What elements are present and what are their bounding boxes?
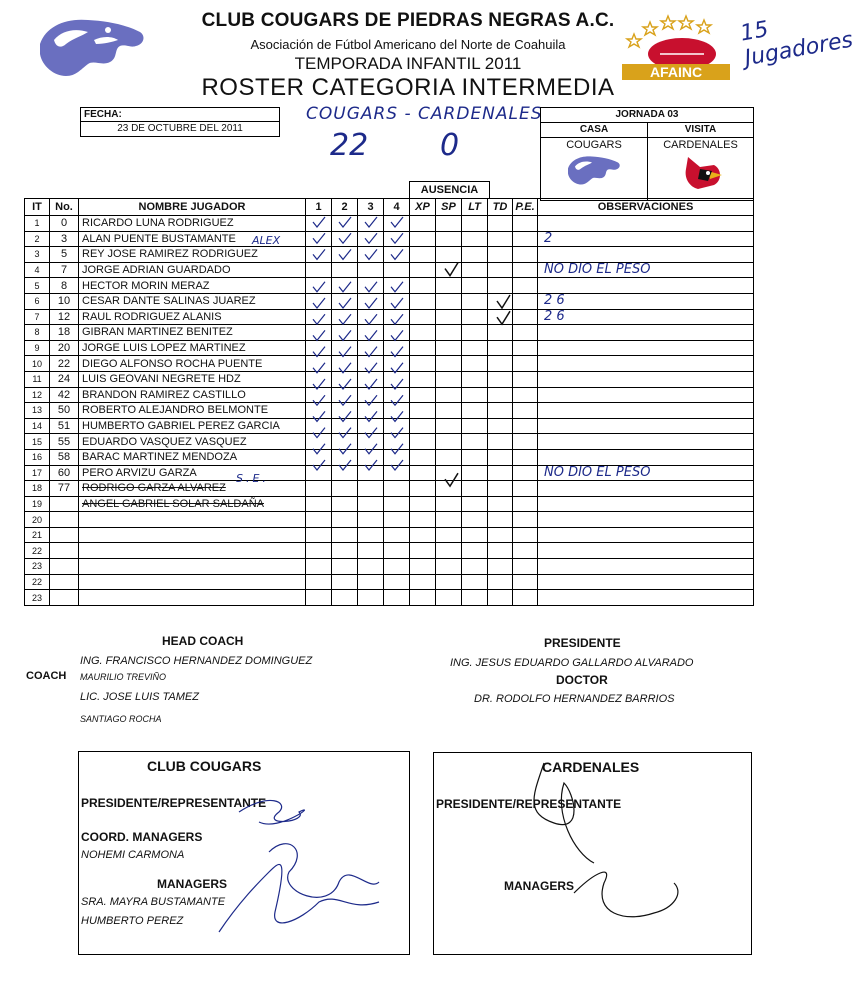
row-player-name: BRANDON RAMIREZ CASTILLO <box>79 387 306 403</box>
check-mark <box>365 249 377 259</box>
check-mark <box>313 444 325 454</box>
check-mark <box>313 460 325 470</box>
header-q1: 1 <box>306 199 332 216</box>
absence-check-mark <box>497 311 510 324</box>
check-mark <box>339 330 351 340</box>
row-player-name: LUIS GEOVANI NEGRETE HDZ <box>79 371 306 387</box>
doctor-label: DOCTOR <box>556 673 608 687</box>
row-it: 23 <box>25 590 50 606</box>
row-number: 7 <box>50 262 79 278</box>
check-mark <box>365 363 377 373</box>
cardenales-signature-box <box>433 752 752 955</box>
home-team: COUGARS <box>566 139 622 151</box>
check-mark <box>365 282 377 292</box>
row-observaciones: 2 6 <box>538 309 754 325</box>
row-it: 16 <box>25 449 50 465</box>
row-number: 60 <box>50 465 79 481</box>
header-no: No. <box>50 199 79 216</box>
check-mark <box>313 411 325 421</box>
check-mark <box>391 282 403 292</box>
presidente-name: ING. JESUS EDUARDO GALLARDO ALVARADO <box>450 657 694 669</box>
check-mark <box>313 428 325 438</box>
row-number: 8 <box>50 278 79 294</box>
row-it: 18 <box>25 481 50 497</box>
absence-check-mark <box>445 473 458 486</box>
check-mark <box>313 282 325 292</box>
row-number: 50 <box>50 403 79 419</box>
header-obs: OBSERVACIONES <box>538 199 754 216</box>
row-it: 20 <box>25 512 50 528</box>
check-mark <box>391 217 403 227</box>
check-mark <box>313 233 325 243</box>
check-mark <box>313 314 325 324</box>
row-number: 3 <box>50 231 79 247</box>
season-title: TEMPORADA INFANTIL 2011 <box>294 54 522 73</box>
row-number: 18 <box>50 325 79 341</box>
check-mark <box>365 314 377 324</box>
row-it: 17 <box>25 465 50 481</box>
row-number: 77 <box>50 481 79 497</box>
check-mark <box>313 249 325 259</box>
row-it: 22 <box>25 543 50 559</box>
coach-name-1: MAURILIO TREVIÑO <box>80 672 167 682</box>
check-mark <box>313 330 325 340</box>
check-mark <box>313 379 325 389</box>
check-mark <box>339 379 351 389</box>
check-mark <box>313 363 325 373</box>
check-mark <box>313 217 325 227</box>
header-sp: SP <box>436 199 462 216</box>
absence-check-mark <box>497 295 510 308</box>
row-number: 24 <box>50 371 79 387</box>
row-it: 10 <box>25 356 50 372</box>
check-mark <box>365 298 377 308</box>
row-number: 20 <box>50 340 79 356</box>
cougars-sig-title: CLUB COUGARS <box>147 758 262 774</box>
header-q4: 4 <box>384 199 410 216</box>
check-mark <box>391 233 403 243</box>
header-q3: 3 <box>358 199 384 216</box>
check-mark <box>365 395 377 405</box>
row-it: 7 <box>25 309 50 325</box>
row-player-name: ROBERTO ALEJANDRO BELMONTE <box>79 403 306 419</box>
header-name: NOMBRE JUGADOR <box>79 199 306 216</box>
row-player-name: BARAC MARTINEZ MENDOZA <box>79 449 306 465</box>
row-number: 51 <box>50 418 79 434</box>
check-mark <box>339 460 351 470</box>
check-mark <box>339 249 351 259</box>
row-player-name: GIBRAN MARTINEZ BENITEZ <box>79 325 306 341</box>
cougars-presidente-label: PRESIDENTE/REPRESENTANTE <box>81 796 267 810</box>
header-lt: LT <box>462 199 488 216</box>
handwritten-player-count: 15 Jugadores <box>738 17 855 72</box>
header-it: IT <box>25 199 50 216</box>
row-it: 11 <box>25 371 50 387</box>
cougars-signature-box <box>78 751 410 955</box>
check-mark <box>365 444 377 454</box>
check-mark <box>339 233 351 243</box>
check-mark <box>365 347 377 357</box>
cardenales-signatures-ink <box>474 723 734 953</box>
coach-name-2: LIC. JOSE LUIS TAMEZ <box>80 691 199 703</box>
row-number: 5 <box>50 247 79 263</box>
row-number: 12 <box>50 309 79 325</box>
cougars-managers-label: MANAGERS <box>157 877 228 891</box>
cougars-manager-2: HUMBERTO PEREZ <box>81 915 184 927</box>
row-it: 8 <box>25 325 50 341</box>
row-player-name: DIEGO ALFONSO ROCHA PUENTE <box>79 356 306 372</box>
head-coach-label: HEAD COACH <box>162 634 244 648</box>
row-player-name: ALAN PUENTE BUSTAMANTE <box>79 231 306 247</box>
check-mark <box>339 217 351 227</box>
row-it: 23 <box>25 559 50 575</box>
jornada-label: JORNADA 03 <box>541 108 753 123</box>
visita-label: VISITA <box>648 123 753 138</box>
cardenales-managers-label: MANAGERS <box>504 879 575 893</box>
row-player-name: PERO ARVIZU GARZA <box>79 465 306 481</box>
check-mark <box>391 314 403 324</box>
check-mark <box>339 395 351 405</box>
matchup-handwritten: COUGARS - CARDENALES <box>306 104 543 124</box>
row-observaciones: 2 6 <box>538 293 754 309</box>
ausencia-header: AUSENCIA <box>409 181 490 199</box>
check-mark <box>391 444 403 454</box>
row-it: 21 <box>25 527 50 543</box>
head-coach-name: ING. FRANCISCO HERNANDEZ DOMINGUEZ <box>80 655 313 667</box>
date-label: FECHA: <box>81 108 279 122</box>
row-it: 6 <box>25 293 50 309</box>
row-it: 15 <box>25 434 50 450</box>
row-number: 55 <box>50 434 79 450</box>
check-mark <box>339 314 351 324</box>
row-it: 9 <box>25 340 50 356</box>
check-mark <box>391 428 403 438</box>
absence-check-mark <box>445 263 458 276</box>
score-away: 0 <box>440 128 460 163</box>
cougars-coord-label: COORD. MANAGERS <box>81 830 203 844</box>
row-player-name: CESAR DANTE SALINAS JUAREZ <box>79 293 306 309</box>
check-mark <box>391 363 403 373</box>
row-number: 42 <box>50 387 79 403</box>
roster-title: ROSTER CATEGORIA INTERMEDIA <box>201 74 615 101</box>
check-mark <box>391 460 403 470</box>
check-mark <box>365 460 377 470</box>
row-it: 1 <box>25 216 50 232</box>
check-mark <box>313 298 325 308</box>
row-number: 10 <box>50 293 79 309</box>
row-number: 58 <box>50 449 79 465</box>
row-observaciones: NO DIO EL PESO <box>538 465 754 481</box>
row-it: 22 <box>25 574 50 590</box>
check-mark <box>339 428 351 438</box>
doctor-name: DR. RODOLFO HERNANDEZ BARRIOS <box>474 693 675 705</box>
cougars-manager-1: SRA. MAYRA BUSTAMANTE <box>81 896 226 908</box>
check-mark <box>365 330 377 340</box>
row-observaciones: NO DIO EL PESO <box>538 262 754 278</box>
row-player-name: HUMBERTO GABRIEL PEREZ GARCIA <box>79 418 306 434</box>
check-mark <box>365 428 377 438</box>
row-it: 12 <box>25 387 50 403</box>
check-mark <box>391 249 403 259</box>
row-it: 2 <box>25 231 50 247</box>
header-td: TD <box>488 199 513 216</box>
check-mark <box>339 298 351 308</box>
check-mark <box>313 347 325 357</box>
association-name: Asociación de Fútbol Americano del Norte de Coahuila <box>250 37 566 52</box>
coach-label: COACH <box>26 670 67 682</box>
row-it: 4 <box>25 262 50 278</box>
cougars-signatures-ink <box>179 772 409 952</box>
row-it: 3 <box>25 247 50 263</box>
check-mark <box>365 233 377 243</box>
row-player-name: RAUL RODRIGUEZ ALANIS <box>79 309 306 325</box>
note-se: S.E. <box>236 472 269 485</box>
row-player-name: ANGEL GABRIEL SOLAR SALDAÑA <box>79 496 306 512</box>
check-mark <box>339 347 351 357</box>
check-mark <box>339 282 351 292</box>
row-number: 0 <box>50 216 79 232</box>
check-mark <box>391 411 403 421</box>
check-mark <box>313 395 325 405</box>
row-observaciones: 2 <box>538 231 754 247</box>
afainc-logo-text: AFAINC <box>649 64 703 80</box>
row-player-name: EDUARDO VASQUEZ VASQUEZ <box>79 434 306 450</box>
presidente-label: PRESIDENTE <box>544 636 621 650</box>
check-mark <box>391 330 403 340</box>
row-it: 5 <box>25 278 50 294</box>
date-value: 23 DE OCTUBRE DEL 2011 <box>117 123 243 134</box>
row-player-name: RODRIGO GARZA ALVAREZ <box>79 481 306 497</box>
row-it: 14 <box>25 418 50 434</box>
away-team: CARDENALES <box>663 139 738 151</box>
casa-label: CASA <box>541 123 647 138</box>
check-mark <box>365 217 377 227</box>
header-pe: P.E. <box>513 199 538 216</box>
check-mark <box>391 347 403 357</box>
note-alex: ALEX <box>252 234 281 247</box>
check-mark <box>365 411 377 421</box>
check-mark <box>391 395 403 405</box>
cardenales-presidente-label: PRESIDENTE/REPRESENTANTE <box>436 797 622 811</box>
header-xp: XP <box>410 199 436 216</box>
row-number: 22 <box>50 356 79 372</box>
check-mark <box>391 379 403 389</box>
row-player-name: HECTOR MORIN MERAZ <box>79 278 306 294</box>
check-mark <box>339 411 351 421</box>
row-it: 19 <box>25 496 50 512</box>
check-mark <box>339 363 351 373</box>
row-player-name: JORGE ADRIAN GUARDADO <box>79 262 306 278</box>
club-title: CLUB COUGARS DE PIEDRAS NEGRAS A.C. <box>201 10 615 31</box>
row-player-name: REY JOSE RAMIREZ RODRIGUEZ <box>79 247 306 263</box>
coach-name-3: SANTIAGO ROCHA <box>80 714 162 724</box>
row-player-name: JORGE LUIS LOPEZ MARTINEZ <box>79 340 306 356</box>
row-it: 13 <box>25 403 50 419</box>
score-home: 22 <box>330 128 369 163</box>
row-player-name: RICARDO LUNA RODRIGUEZ <box>79 216 306 232</box>
check-mark <box>365 379 377 389</box>
cougars-coord-name: NOHEMI CARMONA <box>81 849 185 861</box>
check-mark <box>391 298 403 308</box>
header-q2: 2 <box>332 199 358 216</box>
cardenales-sig-title: CARDENALES <box>542 759 640 775</box>
check-mark <box>339 444 351 454</box>
